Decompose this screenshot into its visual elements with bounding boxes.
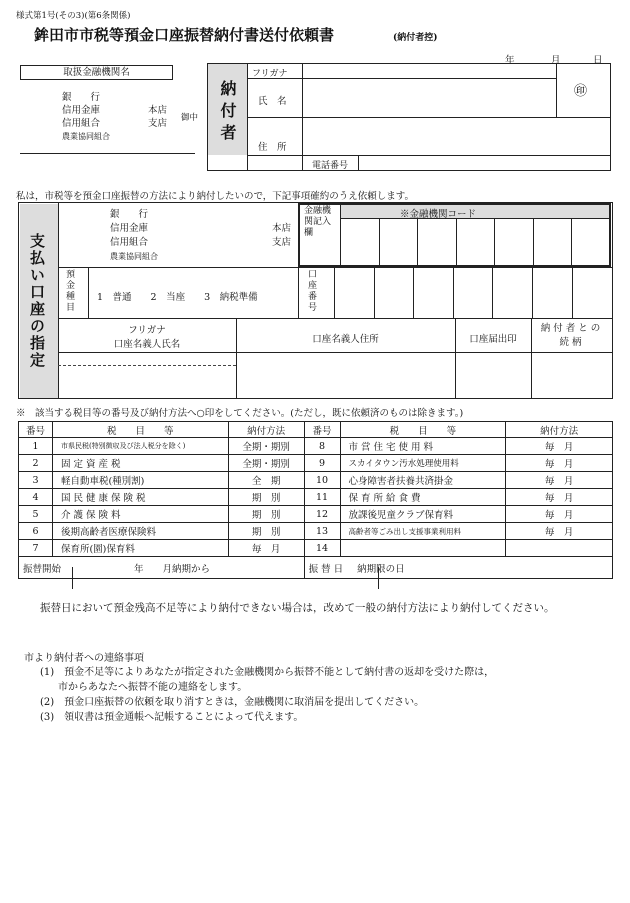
left-number: 5 [19, 506, 53, 523]
holder-furigana-label: フリガナ [128, 325, 166, 336]
account-side-title: 支払い口座の指定 [28, 233, 46, 369]
left-number: 3 [19, 472, 53, 489]
left-item: 軽自動車税(種別割) [52, 472, 228, 489]
bank-type-kumiai: 信用組合 [62, 118, 101, 129]
payer-furigana-field[interactable] [303, 64, 555, 77]
left-method: 期 別 [228, 523, 304, 540]
account-number-divider [413, 267, 414, 318]
contact-item-2: (2) 預金口座振替の依頼を取り消すときは，金融機関に取消届を提出してください。 [40, 697, 425, 708]
transfer-row [19, 557, 613, 579]
seal-field[interactable] [456, 353, 530, 398]
payer-address-field[interactable] [303, 118, 610, 154]
code-cell-divider [533, 218, 534, 267]
copy-label: (納付者控) [393, 33, 438, 43]
tax-row[interactable] [19, 438, 613, 455]
left-number: 2 [19, 455, 53, 472]
left-method: 全期・期別 [228, 438, 304, 455]
bank-type-shinkin: 信用金庫 [62, 105, 101, 116]
seal-mark-icon: ㊞ [574, 84, 588, 99]
account-number-divider [492, 267, 493, 318]
right-item: スカイタウン汚水処理使用料 [340, 455, 506, 472]
left-method: 期 別 [228, 489, 304, 506]
holder-furigana-field[interactable] [59, 353, 235, 364]
code-cell-divider [571, 218, 572, 267]
code-cell-divider [379, 218, 380, 267]
contact-item-1: (1) 預金不足等によりあなたが指定された金融機関から振替不能として納付書の返却を受けた際は， [40, 667, 495, 678]
left-number: 1 [19, 438, 53, 455]
contact-item-1-cont: 市からあなたへ振替不能の連絡をします。 [58, 682, 248, 693]
left-method: 毎 月 [228, 540, 304, 557]
bank-type-list [62, 91, 110, 143]
left-number: 6 [19, 523, 53, 540]
right-method [506, 540, 613, 557]
contact-items [40, 665, 494, 725]
relation-field[interactable] [532, 353, 611, 398]
day-value: 納期限の日 [357, 563, 405, 575]
left-method: 期 別 [228, 506, 304, 523]
account-number-divider [532, 267, 533, 318]
left-number: 4 [19, 489, 53, 506]
yokin-label: 預金種目 [66, 270, 76, 313]
right-number: 13 [304, 523, 340, 540]
relation-label: 納付者との続柄 [540, 323, 604, 348]
code-cell-divider [494, 218, 495, 267]
contact-title: 市より納付者への連絡事項 [24, 653, 144, 664]
right-number: 11 [304, 489, 340, 506]
payer-title: 納付者 [218, 80, 237, 146]
right-number: 14 [304, 540, 340, 557]
day-label: 振替日 [308, 563, 347, 575]
right-number: 10 [304, 472, 340, 489]
right-number: 9 [304, 455, 340, 472]
holder-name-field[interactable] [59, 366, 235, 398]
tax-table-header: 番号 税 目 等 納付方法 番号 税 目 等 納付方法 [19, 422, 613, 438]
right-method: 毎 月 [506, 489, 613, 506]
tax-row[interactable] [19, 472, 613, 489]
tax-row[interactable] [19, 455, 613, 472]
request-text: 私は，市税等を預金口座振替の方法により納付したいので，下記事項確約のうえ依頼します。 [16, 191, 415, 202]
right-method: 毎 月 [506, 506, 613, 523]
date-year: 年 [505, 55, 515, 66]
date-month: 月 [551, 55, 561, 66]
right-number: 8 [304, 438, 340, 455]
right-method: 毎 月 [506, 455, 613, 472]
payer-name-label: 氏 名 [258, 96, 287, 107]
right-number: 12 [304, 506, 340, 523]
bank-type-bank: 銀 行 [62, 92, 101, 103]
account-branch: 本店 支店 [272, 223, 292, 248]
bank-box-label: 取扱金融機関名 [20, 65, 173, 80]
payer-phone-field[interactable] [359, 156, 610, 170]
right-method: 毎 月 [506, 438, 613, 455]
note-text: ※ 該当する税目等の番号及び納付方法へ○印をしてください。(ただし，既に依頼済のものは除きます。) [16, 408, 464, 419]
payer-furigana-label: フリガナ [252, 69, 288, 79]
bank-code-label: ※金融機関コード [400, 209, 477, 220]
bank-underline [20, 153, 195, 154]
code-cell-divider [417, 218, 418, 267]
right-item [340, 540, 506, 557]
left-number: 7 [19, 540, 53, 557]
left-item: 後期高齢者医療保険料 [52, 523, 228, 540]
left-item: 保育所(園)保育料 [52, 540, 228, 557]
payer-phone-label: 電話番号 [312, 161, 349, 171]
holder-address-label: 口座名義人住所 [312, 334, 379, 345]
tax-row[interactable] [19, 523, 613, 540]
left-method: 全期・期別 [228, 455, 304, 472]
account-number-divider [374, 267, 375, 318]
onchu: 御中 [181, 113, 199, 123]
bank-type-nokyo: 農業協同組合 [62, 132, 110, 141]
holder-address-field[interactable] [237, 353, 454, 398]
left-item: 市県民税(特別徴収及び法人税分を除く) [52, 438, 228, 455]
tax-row[interactable] [19, 506, 613, 523]
right-item: 高齢者等ごみ出し支援事業利用料 [340, 523, 506, 540]
right-method: 毎 月 [506, 472, 613, 489]
seal-label: 口座届出印 [469, 334, 517, 345]
start-value: 年 月納期から [134, 563, 211, 575]
account-types[interactable]: 1 普通 2 当座 3 納税準備 [97, 292, 258, 303]
left-method: 全 期 [228, 472, 304, 489]
form-id: 様式第1号(その3)(第6条関係) [16, 11, 131, 21]
contact-item-3: (3) 領収書は預金通帳へ記帳することによって代えます。 [40, 712, 304, 723]
warning-text: 振替日において預金残高不足等により納付できない場合は，改めて一般の納付方法により納付してください。 [40, 602, 555, 614]
account-bank-types: 銀 行 信用金庫 信用組合 農業協同組合 [110, 209, 158, 261]
right-method: 毎 月 [506, 523, 613, 540]
right-item: 心身障害者扶養共済掛金 [340, 472, 506, 489]
left-item: 国民健康保険税 [52, 489, 228, 506]
left-item: 固定資産税 [52, 455, 228, 472]
page-title: 鉾田市市税等預金口座振替納付書送付依頼書 [34, 26, 335, 44]
right-item: 放課後児童クラブ保育料 [340, 506, 506, 523]
payer-name-field[interactable] [303, 79, 555, 116]
tax-row[interactable] [19, 489, 613, 506]
start-label: 振替開始 [23, 563, 62, 575]
tax-row[interactable] [19, 540, 613, 557]
payer-address-label: 住 所 [258, 142, 287, 153]
bank-branch: 本店 支店 [148, 105, 168, 129]
kinyu-label: 金融機関記入欄 [304, 206, 332, 238]
account-number-divider [572, 267, 573, 318]
tax-table [18, 421, 613, 579]
account-number-label: 口座番号 [308, 270, 318, 313]
left-item: 介護保険料 [52, 506, 228, 523]
account-number-divider [453, 267, 454, 318]
right-item: 保育所給食費 [340, 489, 506, 506]
right-item: 市営住宅使用料 [340, 438, 506, 455]
date-day: 日 [593, 55, 603, 66]
holder-name-label: 口座名義人氏名 [113, 339, 181, 350]
code-cell-divider [456, 218, 457, 267]
